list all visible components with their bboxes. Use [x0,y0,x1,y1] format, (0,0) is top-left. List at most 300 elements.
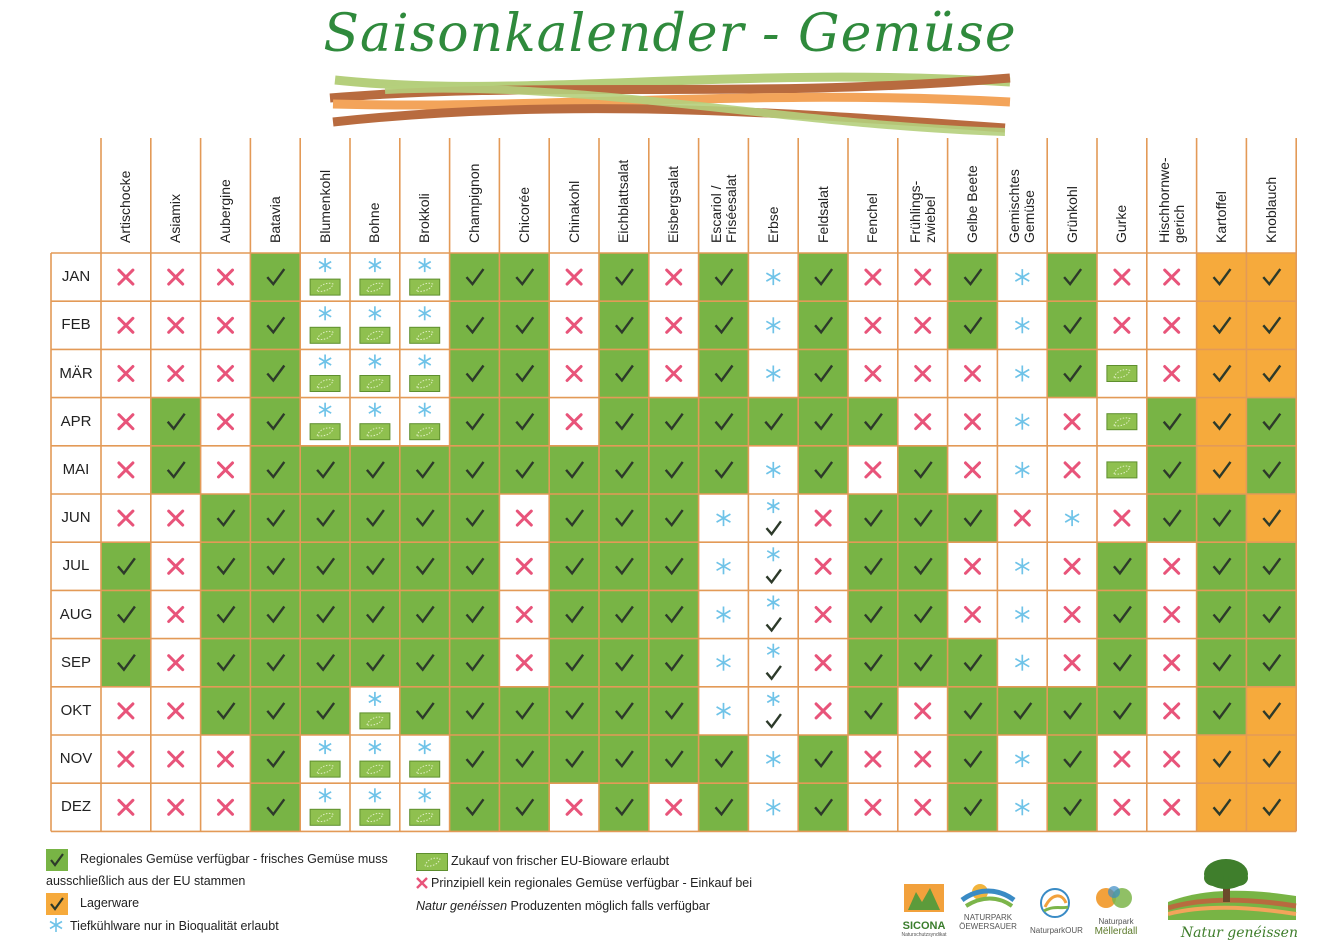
grid-cell [151,735,201,783]
grid-cell [400,494,450,542]
column-header-label: Erbse [764,206,781,243]
grid-cell [1197,687,1247,735]
grid-cell [1047,398,1097,446]
grid-cell [997,783,1047,831]
grid-cell [201,301,251,349]
grid-cell [450,494,500,542]
grid-cell [599,398,649,446]
grid-cell [250,590,300,638]
brand-name: Natur genéissen [416,899,508,913]
column-header-label: Gemischtes [1006,169,1023,243]
month-label: MAI [62,460,90,478]
column-header-label: Frühlings- [906,180,923,243]
grid-cell [300,253,350,301]
grid-cell [649,687,699,735]
grid-cell [748,494,798,542]
column-header-label: Feldsalat [814,186,831,243]
column-header [168,194,183,243]
grid-cell [1147,349,1197,397]
column-header-label: Friséesalat [722,174,739,243]
grid-cell [350,494,400,542]
column-header [118,171,133,243]
grid-cell [549,687,599,735]
grid-cell [201,494,251,542]
grid-cell [300,735,350,783]
grid-cell [450,349,500,397]
grid-cell [499,253,549,301]
column-header-label: Champignon [466,163,482,243]
grid-cell [400,446,450,494]
grid-cell [250,398,300,446]
grid-cell [848,349,898,397]
grid-cell [848,639,898,687]
grid-cell [1097,783,1147,831]
grid-cell [748,301,798,349]
grid-cell [350,687,400,735]
grid-cell [898,398,948,446]
grid-cell [1197,398,1247,446]
grid-cell [1197,542,1247,590]
grid-cell [1097,735,1147,783]
grid-cell [798,494,848,542]
grid-cell [798,590,848,638]
column-header [318,170,333,243]
grid-cell [1047,590,1097,638]
grid-cell [649,349,699,397]
grid-cell [250,783,300,831]
grid-cell [1047,639,1097,687]
grid-cell [699,590,749,638]
grid-cell [1246,301,1296,349]
grid-cell [151,398,201,446]
grid-cell [798,542,848,590]
grid-cell [499,398,549,446]
grid-cell [997,639,1047,687]
grid-cell [1147,301,1197,349]
eu-bio-leaf-icon [360,761,390,777]
column-header-label: Kartoffel [1213,191,1229,243]
column-header-label: Artischocke [117,170,134,243]
grid-cell [250,494,300,542]
column-header [1007,169,1037,243]
legend-orange-swatch [46,893,68,915]
grid-cell [201,398,251,446]
grid-cell [1047,687,1097,735]
grid-cell [201,446,251,494]
grid-cell [1197,590,1247,638]
grid-cell [151,494,201,542]
naturpark2-text: NaturparkOUR [1030,926,1083,935]
legend-green-text-2: ausschließlich aus der EU stammen [46,874,246,888]
eu-bio-leaf-icon [360,327,390,343]
grid-cell [300,783,350,831]
grid-cell [350,735,400,783]
page-title: Saisonkalender - Gemüse [323,4,1017,64]
eu-bio-leaf-icon [310,761,340,777]
grid-cell [1246,398,1296,446]
grid-cell [151,446,201,494]
grid-cell [499,446,549,494]
grid-cell [151,542,201,590]
grid-cell [599,542,649,590]
grid-cell [549,398,599,446]
eu-bio-leaf-icon [410,424,440,440]
naturpark-oewersauer-logo [958,880,1018,935]
grid-cell [798,639,848,687]
column-header-label: Blumenkohl [316,169,333,243]
grid-cell [300,398,350,446]
grid-cell [250,639,300,687]
grid-cell [599,735,649,783]
grid-cell [549,542,599,590]
grid-cell [748,783,798,831]
grid-cell [499,783,549,831]
grid-cell [848,398,898,446]
grid-cell [1097,446,1147,494]
grid-cell [201,735,251,783]
grid-cell [1147,398,1197,446]
grid-cell [1147,783,1197,831]
grid-cell [300,542,350,590]
eu-bio-leaf-icon [360,713,390,729]
grid-cell [1147,253,1197,301]
column-header [1214,191,1229,243]
grid-cell [151,687,201,735]
column-header-label: Eisbergsalat [665,165,682,243]
grid-cell [400,349,450,397]
grid-cell [450,253,500,301]
naturpark-our-logo [1030,885,1083,935]
grid-cell [300,494,350,542]
column-header [709,175,739,243]
grid-cell [798,398,848,446]
grid-cell [699,687,749,735]
snowflake-icon [48,917,64,933]
grid-cell [997,446,1047,494]
grid-cell [599,494,649,542]
grid-cell [250,349,300,397]
legend-orange-text: Lagerware [80,896,140,910]
legend-snow-text: Tiefkühlware nur in Bioqualität erlaubt [70,919,279,933]
month-label: JUN [61,509,91,527]
grid-cell [350,253,400,301]
grid-cell [948,494,998,542]
grid-cell [350,783,400,831]
grid-cell [1197,494,1247,542]
grid-cell [549,301,599,349]
grid-cell [848,253,898,301]
grid-cell [1147,446,1197,494]
grid-cell [1047,542,1097,590]
grid-cell [997,494,1047,542]
grid-cell [948,687,998,735]
grid-cell [549,639,599,687]
grid-cell [948,398,998,446]
legend-cross-text-2-rest: Produzenten möglich falls verfügbar [507,899,710,913]
eu-bio-leaf-icon [310,809,340,825]
month-label: APR [60,412,92,430]
grid-cell [997,398,1047,446]
month-label: DEZ [61,798,91,816]
eu-bio-leaf-icon [310,279,340,295]
grid-cell [1097,349,1147,397]
grid-cell [300,687,350,735]
grid-cell [948,783,998,831]
grid-cell [1246,639,1296,687]
eu-bio-leaf-icon [1107,366,1137,382]
grid-cell [748,253,798,301]
grid-cell [201,687,251,735]
grid-cell [997,301,1047,349]
sicona-text: SICONA [902,920,946,932]
grid-cell [599,687,649,735]
eu-bio-leaf-icon [410,809,440,825]
naturpark3-text: Naturpark [1098,917,1134,926]
tree-icon [1168,856,1298,920]
cross-icon [415,876,429,890]
grid-cell [997,687,1047,735]
grid-cell [1097,301,1147,349]
column-header-label: Bohne [366,202,383,243]
grid-cell [898,301,948,349]
eu-bio-leaf-icon [410,376,440,392]
grid-cell [1197,253,1247,301]
grid-cell [201,349,251,397]
naturpark3-subtext: Mëllerdall [1094,926,1138,937]
grid-cell [101,639,151,687]
grid-cell [798,253,848,301]
grid-cell [948,349,998,397]
grid-cell [499,590,549,638]
grid-cell [798,735,848,783]
grid-cell [599,590,649,638]
grid-cell [1097,398,1147,446]
grid-cell [350,349,400,397]
check-icon [46,893,68,915]
grid-cell [300,639,350,687]
grid-cell [649,398,699,446]
grid-cell [1246,590,1296,638]
grid-cell [699,783,749,831]
column-header-label: Grünkohl [1063,186,1080,243]
grid-cell [948,301,998,349]
grid-cell [997,349,1047,397]
grid-cell [848,301,898,349]
column-header [218,179,233,243]
column-header [467,164,482,243]
column-header [908,181,938,243]
grid-cell [748,542,798,590]
grid-cell [101,494,151,542]
month-label: OKT [60,701,92,719]
grid-cell [1047,446,1097,494]
column-header-label: Chinakohl [565,180,582,243]
grid-cell [1047,735,1097,783]
grid-cell [1197,301,1247,349]
grid-cell [300,446,350,494]
column-header-label: Knoblauch [1262,176,1279,243]
grid-cell [101,253,151,301]
grid-cell [1246,349,1296,397]
grid-cell [400,783,450,831]
legend-green-text-1: Regionales Gemüse verfügbar - frisches Gemüse muss [80,852,388,866]
grid-cell [699,446,749,494]
grid-cell [1097,494,1147,542]
grid-cell [898,687,948,735]
grid-cell [599,783,649,831]
grid-cell [1246,687,1296,735]
grid-cell [898,735,948,783]
grid-cell [201,639,251,687]
grid-cell [1197,446,1247,494]
column-header [865,193,880,243]
grid-cell [649,783,699,831]
legend-bio-swatch [416,853,448,871]
grid-cell [350,590,400,638]
grid-cell [450,783,500,831]
grid-cell [250,687,300,735]
column-header-label: Gurke [1113,204,1130,243]
grid-cell [350,301,400,349]
grid-cell [101,687,151,735]
grid-cell [1246,783,1296,831]
column-header [1264,177,1279,243]
grid-cell [549,446,599,494]
grid-cell [649,590,699,638]
month-label: JUL [62,557,90,575]
grid-cell [748,639,798,687]
grid-cell [101,735,151,783]
column-header-label: Batavia [266,196,283,243]
grid-cell [898,446,948,494]
grid-cell [997,590,1047,638]
grid-cell [997,253,1047,301]
grid-cell [848,446,898,494]
grid-cell [599,301,649,349]
grid-cell [649,253,699,301]
grid-cell [400,253,450,301]
grid-cell [201,542,251,590]
grid-cell [748,735,798,783]
grid-cell [450,687,500,735]
month-label: JAN [61,268,91,286]
grid-cell [1047,301,1097,349]
grid-cell [898,542,948,590]
naturpark-mellerdall-logo [1088,884,1144,939]
grid-cell [848,590,898,638]
grid-cell [1147,735,1197,783]
grid-cell [151,639,201,687]
eu-bio-leaf-icon [310,376,340,392]
column-header-label: Hischhornwe- [1155,157,1172,243]
naturpark1-text: NATURPARK [963,913,1013,922]
grid-cell [1147,590,1197,638]
grid-cell [450,590,500,638]
grid-cell [898,349,948,397]
grid-cell [1097,253,1147,301]
grid-cell [499,687,549,735]
grid-cell [499,735,549,783]
column-header-label: zwiebel [921,196,938,243]
grid-cell [948,639,998,687]
grid-cell [1147,494,1197,542]
grid-cell [300,349,350,397]
grid-cell [1047,349,1097,397]
grid-cell [450,398,500,446]
grid-cell [1197,349,1247,397]
column-header-label: Brokkoli [416,193,433,243]
eu-bio-leaf-icon [1107,414,1137,430]
grid-cell [201,783,251,831]
grid-cell [400,735,450,783]
column-header-label: Eichblattsalat [615,159,632,243]
grid-cell [1047,253,1097,301]
grid-cell [101,301,151,349]
grid-cell [400,301,450,349]
grid-cell [748,349,798,397]
eu-bio-leaf-icon [410,761,440,777]
month-label: AUG [59,605,93,623]
column-header-label: Gemüse [1021,190,1038,243]
grid-cell [151,590,201,638]
grid-cell [948,735,998,783]
column-header [666,166,681,243]
grid-cell [350,542,400,590]
grid-cell [699,542,749,590]
grid-cell [300,301,350,349]
grid-cell [499,301,549,349]
grid-cell [649,542,699,590]
grid-cell [599,349,649,397]
grid-cell [250,253,300,301]
grid-cell [649,735,699,783]
column-header-label: Gelbe Beete [964,165,980,243]
grid-cell [699,301,749,349]
grid-cell [699,735,749,783]
grid-cell [101,590,151,638]
grid-cell [848,735,898,783]
month-label: FEB [61,316,91,334]
grid-cell [1097,542,1147,590]
eu-bio-leaf-icon [360,809,390,825]
grid-cell [848,783,898,831]
grid-cell [599,639,649,687]
brand-text: Natur genéissen [1180,925,1298,941]
grid-cell [400,687,450,735]
column-header [766,206,781,243]
grid-cell [400,542,450,590]
grid-cell [1047,783,1097,831]
grid-cell [898,590,948,638]
grid-cell [798,687,848,735]
column-header [816,186,831,243]
column-header [1157,157,1187,243]
sicona-subtext: Naturschutzsyndikat [901,932,947,938]
grid-cell [101,542,151,590]
grid-cell [848,542,898,590]
grid-cell [1197,735,1247,783]
legend-cross-text-2 [416,898,710,914]
eu-bio-leaf-icon [310,327,340,343]
grid-cell [450,446,500,494]
grid-cell [549,590,599,638]
natur-geneissen-logo [1168,856,1298,942]
grid-cell [699,349,749,397]
month-label: MÄR [59,364,93,382]
grid-cell [250,301,300,349]
grid-cell [1147,639,1197,687]
grid-cell [350,639,400,687]
